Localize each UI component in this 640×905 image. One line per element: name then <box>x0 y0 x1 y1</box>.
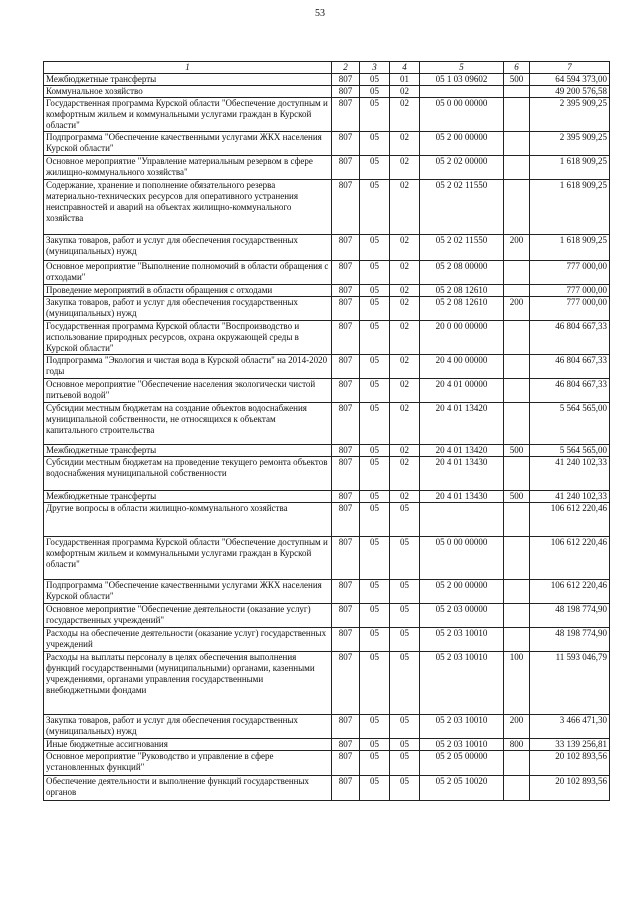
section-code-cell: 05 <box>360 180 390 235</box>
row-name-cell: Государственная программа Курской области "Обеспечение доступным и комфортным жильем и коммунальными услугами граждан в Курской области" <box>44 537 332 580</box>
expense-type-cell: 500 <box>504 491 530 503</box>
section-code-cell: 05 <box>360 457 390 491</box>
row-name-cell: Другие вопросы в области жилищно-коммунального хозяйства <box>44 503 332 537</box>
amount-cell: 20 102 893,56 <box>530 751 610 776</box>
row-name-cell: Закупка товаров, работ и услуг для обеспечения государственных (муниципальных) нужд <box>44 715 332 739</box>
row-name-cell: Государственная программа Курской области "Воспроизводство и использование природных ресурсов, охрана окружающей среды в Курской области" <box>44 321 332 355</box>
expense-type-cell <box>504 403 530 445</box>
table-row <box>44 261 610 285</box>
section-code-cell: 05 <box>360 235 390 261</box>
section-code-cell: 05 <box>360 491 390 503</box>
row-name-cell: Расходы на обеспечение деятельности (оказание услуг) государственных учреждений <box>44 628 332 652</box>
header-col-3: 3 <box>360 62 390 74</box>
subsection-code-cell: 02 <box>390 321 420 355</box>
target-article-cell: 05 2 03 10010 <box>420 628 504 652</box>
header-col-6: 6 <box>504 62 530 74</box>
section-code-cell: 05 <box>360 98 390 132</box>
expense-type-cell <box>504 321 530 355</box>
row-name-cell: Субсидии местным бюджетам на проведение текущего ремонта объектов водоснабжения муниципальной собственности <box>44 457 332 491</box>
row-name-cell: Основное мероприятие "Обеспечение населения экологически чистой питьевой водой" <box>44 379 332 403</box>
target-article-cell: 05 2 02 00000 <box>420 156 504 180</box>
section-code-cell: 05 <box>360 751 390 776</box>
expense-type-cell <box>504 628 530 652</box>
table-row <box>44 235 610 261</box>
table-row <box>44 285 610 297</box>
header-col-5: 5 <box>420 62 504 74</box>
expense-type-cell: 800 <box>504 739 530 751</box>
subsection-code-cell: 02 <box>390 297 420 321</box>
section-code-cell: 05 <box>360 74 390 86</box>
chapter-code-cell: 807 <box>332 156 360 180</box>
row-name-cell: Проведение мероприятий в области обращения с отходами <box>44 285 332 297</box>
subsection-code-cell: 02 <box>390 379 420 403</box>
chapter-code-cell: 807 <box>332 457 360 491</box>
section-code-cell: 05 <box>360 715 390 739</box>
expense-type-cell: 500 <box>504 74 530 86</box>
subsection-code-cell: 02 <box>390 457 420 491</box>
row-name-cell: Подпрограмма "Обеспечение качественными услугами ЖКХ населения Курской области" <box>44 580 332 604</box>
header-col-7: 7 <box>530 62 610 74</box>
section-code-cell: 05 <box>360 285 390 297</box>
expense-type-cell <box>504 132 530 156</box>
amount-cell: 49 200 576,58 <box>530 86 610 98</box>
target-article-cell: 05 2 00 00000 <box>420 132 504 156</box>
subsection-code-cell: 02 <box>390 86 420 98</box>
subsection-code-cell: 02 <box>390 156 420 180</box>
subsection-code-cell: 05 <box>390 739 420 751</box>
table-row <box>44 180 610 235</box>
amount-cell: 2 395 909,25 <box>530 132 610 156</box>
section-code-cell: 05 <box>360 580 390 604</box>
chapter-code-cell: 807 <box>332 715 360 739</box>
amount-cell: 777 000,00 <box>530 285 610 297</box>
target-article-cell <box>420 503 504 537</box>
target-article-cell: 05 2 03 10010 <box>420 652 504 715</box>
table-row <box>44 491 610 503</box>
target-article-cell: 05 2 03 10010 <box>420 715 504 739</box>
row-name-cell: Основное мероприятие "Обеспечение деятельности (оказание услуг) государственных учреждений" <box>44 604 332 628</box>
amount-cell: 48 198 774,90 <box>530 628 610 652</box>
subsection-code-cell: 02 <box>390 132 420 156</box>
target-article-cell: 05 2 03 10010 <box>420 739 504 751</box>
amount-cell: 5 564 565,00 <box>530 445 610 457</box>
subsection-code-cell: 02 <box>390 235 420 261</box>
table-row <box>44 321 610 355</box>
target-article-cell: 05 0 00 00000 <box>420 537 504 580</box>
row-name-cell: Подпрограмма "Экология и чистая вода в Курской области" на 2014-2020 годы <box>44 355 332 379</box>
chapter-code-cell: 807 <box>332 355 360 379</box>
row-name-cell: Основное мероприятие "Руководство и управление в сфере установленных функций" <box>44 751 332 776</box>
expense-type-cell <box>504 537 530 580</box>
expense-type-cell <box>504 156 530 180</box>
chapter-code-cell: 807 <box>332 285 360 297</box>
table-row <box>44 86 610 98</box>
row-name-cell: Межбюджетные трансферты <box>44 445 332 457</box>
subsection-code-cell: 02 <box>390 355 420 379</box>
chapter-code-cell: 807 <box>332 652 360 715</box>
chapter-code-cell: 807 <box>332 580 360 604</box>
subsection-code-cell: 02 <box>390 285 420 297</box>
expense-type-cell <box>504 503 530 537</box>
section-code-cell: 05 <box>360 445 390 457</box>
expense-type-cell <box>504 457 530 491</box>
row-name-cell: Основное мероприятие "Управление материальным резервом в сфере жилищно-коммунального хозяйства" <box>44 156 332 180</box>
target-article-cell: 05 2 00 00000 <box>420 580 504 604</box>
target-article-cell: 20 4 01 13420 <box>420 445 504 457</box>
table-row <box>44 403 610 445</box>
section-code-cell: 05 <box>360 652 390 715</box>
row-name-cell: Расходы на выплаты персоналу в целях обеспечения выполнения функций государственными (муниципальными) органами, казенными учреждениями, органами управления государственными внебюджетными фондами <box>44 652 332 715</box>
expense-type-cell <box>504 751 530 776</box>
table-row <box>44 537 610 580</box>
table-row <box>44 74 610 86</box>
expense-type-cell: 200 <box>504 235 530 261</box>
row-name-cell: Основное мероприятие "Выполнение полномочий в области обращения с отходами" <box>44 261 332 285</box>
section-code-cell: 05 <box>360 503 390 537</box>
section-code-cell: 05 <box>360 297 390 321</box>
expense-type-cell <box>504 355 530 379</box>
target-article-cell: 20 4 01 13430 <box>420 491 504 503</box>
target-article-cell: 05 2 03 00000 <box>420 604 504 628</box>
chapter-code-cell: 807 <box>332 379 360 403</box>
expense-type-cell <box>504 776 530 801</box>
amount-cell: 106 612 220,46 <box>530 503 610 537</box>
section-code-cell: 05 <box>360 132 390 156</box>
target-article-cell: 20 0 00 00000 <box>420 321 504 355</box>
target-article-cell: 05 2 08 12610 <box>420 285 504 297</box>
row-name-cell: Коммунальное хозяйство <box>44 86 332 98</box>
subsection-code-cell: 05 <box>390 537 420 580</box>
chapter-code-cell: 807 <box>332 180 360 235</box>
chapter-code-cell: 807 <box>332 628 360 652</box>
chapter-code-cell: 807 <box>332 403 360 445</box>
subsection-code-cell: 02 <box>390 491 420 503</box>
expense-type-cell <box>504 379 530 403</box>
section-code-cell: 05 <box>360 321 390 355</box>
target-article-cell: 05 2 02 11550 <box>420 180 504 235</box>
target-article-cell: 05 0 00 00000 <box>420 98 504 132</box>
row-name-cell: Иные бюджетные ассигнования <box>44 739 332 751</box>
table-row <box>44 652 610 715</box>
expense-type-cell: 200 <box>504 297 530 321</box>
chapter-code-cell: 807 <box>332 445 360 457</box>
amount-cell: 1 618 909,25 <box>530 235 610 261</box>
subsection-code-cell: 02 <box>390 261 420 285</box>
row-name-cell: Субсидии местным бюджетам на создание объектов водоснабжения муниципальной собственности, не относящихся к объектам капитального строительства <box>44 403 332 445</box>
expense-type-cell: 100 <box>504 652 530 715</box>
amount-cell: 46 804 667,33 <box>530 321 610 355</box>
row-name-cell: Подпрограмма "Обеспечение качественными услугами ЖКХ населения Курской области" <box>44 132 332 156</box>
target-article-cell: 05 2 08 00000 <box>420 261 504 285</box>
table-row <box>44 156 610 180</box>
table-row <box>44 132 610 156</box>
table-body <box>44 74 610 801</box>
target-article-cell: 20 4 01 13430 <box>420 457 504 491</box>
chapter-code-cell: 807 <box>332 739 360 751</box>
target-article-cell: 05 2 05 10020 <box>420 776 504 801</box>
chapter-code-cell: 807 <box>332 261 360 285</box>
subsection-code-cell: 05 <box>390 776 420 801</box>
section-code-cell: 05 <box>360 537 390 580</box>
amount-cell: 64 594 373,00 <box>530 74 610 86</box>
table-header-row <box>44 62 610 74</box>
row-name-cell: Межбюджетные трансферты <box>44 491 332 503</box>
subsection-code-cell: 02 <box>390 403 420 445</box>
expense-type-cell <box>504 285 530 297</box>
amount-cell: 41 240 102,33 <box>530 491 610 503</box>
amount-cell: 3 466 471,30 <box>530 715 610 739</box>
subsection-code-cell: 05 <box>390 652 420 715</box>
row-name-cell: Содержание, хранение и пополнение обязательного резерва материально-технических ресурсов для оперативного устранения неисправностей и аварий на объектах жилищно-коммунального хозяйства <box>44 180 332 235</box>
subsection-code-cell: 02 <box>390 180 420 235</box>
target-article-cell: 20 4 01 00000 <box>420 379 504 403</box>
table-row <box>44 751 610 776</box>
header-col-2: 2 <box>332 62 360 74</box>
amount-cell: 46 804 667,33 <box>530 379 610 403</box>
expense-type-cell: 500 <box>504 445 530 457</box>
chapter-code-cell: 807 <box>332 776 360 801</box>
amount-cell: 2 395 909,25 <box>530 98 610 132</box>
row-name-cell: Межбюджетные трансферты <box>44 74 332 86</box>
expense-type-cell <box>504 261 530 285</box>
section-code-cell: 05 <box>360 86 390 98</box>
amount-cell: 106 612 220,46 <box>530 537 610 580</box>
table-row <box>44 503 610 537</box>
section-code-cell: 05 <box>360 739 390 751</box>
expense-type-cell <box>504 98 530 132</box>
table-row <box>44 445 610 457</box>
table-row <box>44 715 610 739</box>
chapter-code-cell: 807 <box>332 235 360 261</box>
section-code-cell: 05 <box>360 261 390 285</box>
chapter-code-cell: 807 <box>332 491 360 503</box>
target-article-cell: 05 2 08 12610 <box>420 297 504 321</box>
target-article-cell: 20 4 00 00000 <box>420 355 504 379</box>
section-code-cell: 05 <box>360 604 390 628</box>
amount-cell: 106 612 220,46 <box>530 580 610 604</box>
chapter-code-cell: 807 <box>332 86 360 98</box>
table-row <box>44 604 610 628</box>
row-name-cell: Государственная программа Курской области "Обеспечение доступным и комфортным жильем и коммунальными услугами граждан в Курской области" <box>44 98 332 132</box>
table-row <box>44 379 610 403</box>
table-row <box>44 628 610 652</box>
section-code-cell: 05 <box>360 628 390 652</box>
table-row <box>44 580 610 604</box>
chapter-code-cell: 807 <box>332 604 360 628</box>
amount-cell: 48 198 774,90 <box>530 604 610 628</box>
table-row <box>44 739 610 751</box>
row-name-cell: Закупка товаров, работ и услуг для обеспечения государственных (муниципальных) нужд <box>44 297 332 321</box>
amount-cell: 33 139 256,81 <box>530 739 610 751</box>
target-article-cell <box>420 86 504 98</box>
amount-cell: 1 618 909,25 <box>530 156 610 180</box>
row-name-cell: Обеспечение деятельности и выполнение функций государственных органов <box>44 776 332 801</box>
header-col-1: 1 <box>44 62 332 74</box>
target-article-cell: 05 1 03 09602 <box>420 74 504 86</box>
section-code-cell: 05 <box>360 379 390 403</box>
target-article-cell: 20 4 01 13420 <box>420 403 504 445</box>
subsection-code-cell: 05 <box>390 503 420 537</box>
expense-type-cell <box>504 180 530 235</box>
table-row <box>44 355 610 379</box>
chapter-code-cell: 807 <box>332 297 360 321</box>
chapter-code-cell: 807 <box>332 751 360 776</box>
amount-cell: 11 593 046,79 <box>530 652 610 715</box>
section-code-cell: 05 <box>360 776 390 801</box>
amount-cell: 5 564 565,00 <box>530 403 610 445</box>
chapter-code-cell: 807 <box>332 537 360 580</box>
table-row <box>44 457 610 491</box>
subsection-code-cell: 05 <box>390 715 420 739</box>
subsection-code-cell: 01 <box>390 74 420 86</box>
budget-table-container <box>43 61 609 801</box>
expense-type-cell <box>504 604 530 628</box>
row-name-cell: Закупка товаров, работ и услуг для обеспечения государственных (муниципальных) нужд <box>44 235 332 261</box>
subsection-code-cell: 02 <box>390 98 420 132</box>
header-col-4: 4 <box>390 62 420 74</box>
subsection-code-cell: 05 <box>390 580 420 604</box>
amount-cell: 41 240 102,33 <box>530 457 610 491</box>
table-row <box>44 297 610 321</box>
subsection-code-cell: 05 <box>390 604 420 628</box>
expense-type-cell <box>504 86 530 98</box>
chapter-code-cell: 807 <box>332 98 360 132</box>
section-code-cell: 05 <box>360 355 390 379</box>
chapter-code-cell: 807 <box>332 321 360 355</box>
expense-type-cell <box>504 580 530 604</box>
amount-cell: 20 102 893,56 <box>530 776 610 801</box>
page-number: 53 <box>315 8 325 19</box>
subsection-code-cell: 02 <box>390 445 420 457</box>
subsection-code-cell: 05 <box>390 751 420 776</box>
table-row <box>44 98 610 132</box>
section-code-cell: 05 <box>360 403 390 445</box>
expense-type-cell: 200 <box>504 715 530 739</box>
amount-cell: 777 000,00 <box>530 261 610 285</box>
amount-cell: 46 804 667,33 <box>530 355 610 379</box>
chapter-code-cell: 807 <box>332 503 360 537</box>
chapter-code-cell: 807 <box>332 74 360 86</box>
amount-cell: 1 618 909,25 <box>530 180 610 235</box>
amount-cell: 777 000,00 <box>530 297 610 321</box>
target-article-cell: 05 2 02 11550 <box>420 235 504 261</box>
section-code-cell: 05 <box>360 156 390 180</box>
chapter-code-cell: 807 <box>332 132 360 156</box>
target-article-cell: 05 2 05 00000 <box>420 751 504 776</box>
budget-table <box>43 61 610 801</box>
subsection-code-cell: 05 <box>390 628 420 652</box>
table-row <box>44 776 610 801</box>
